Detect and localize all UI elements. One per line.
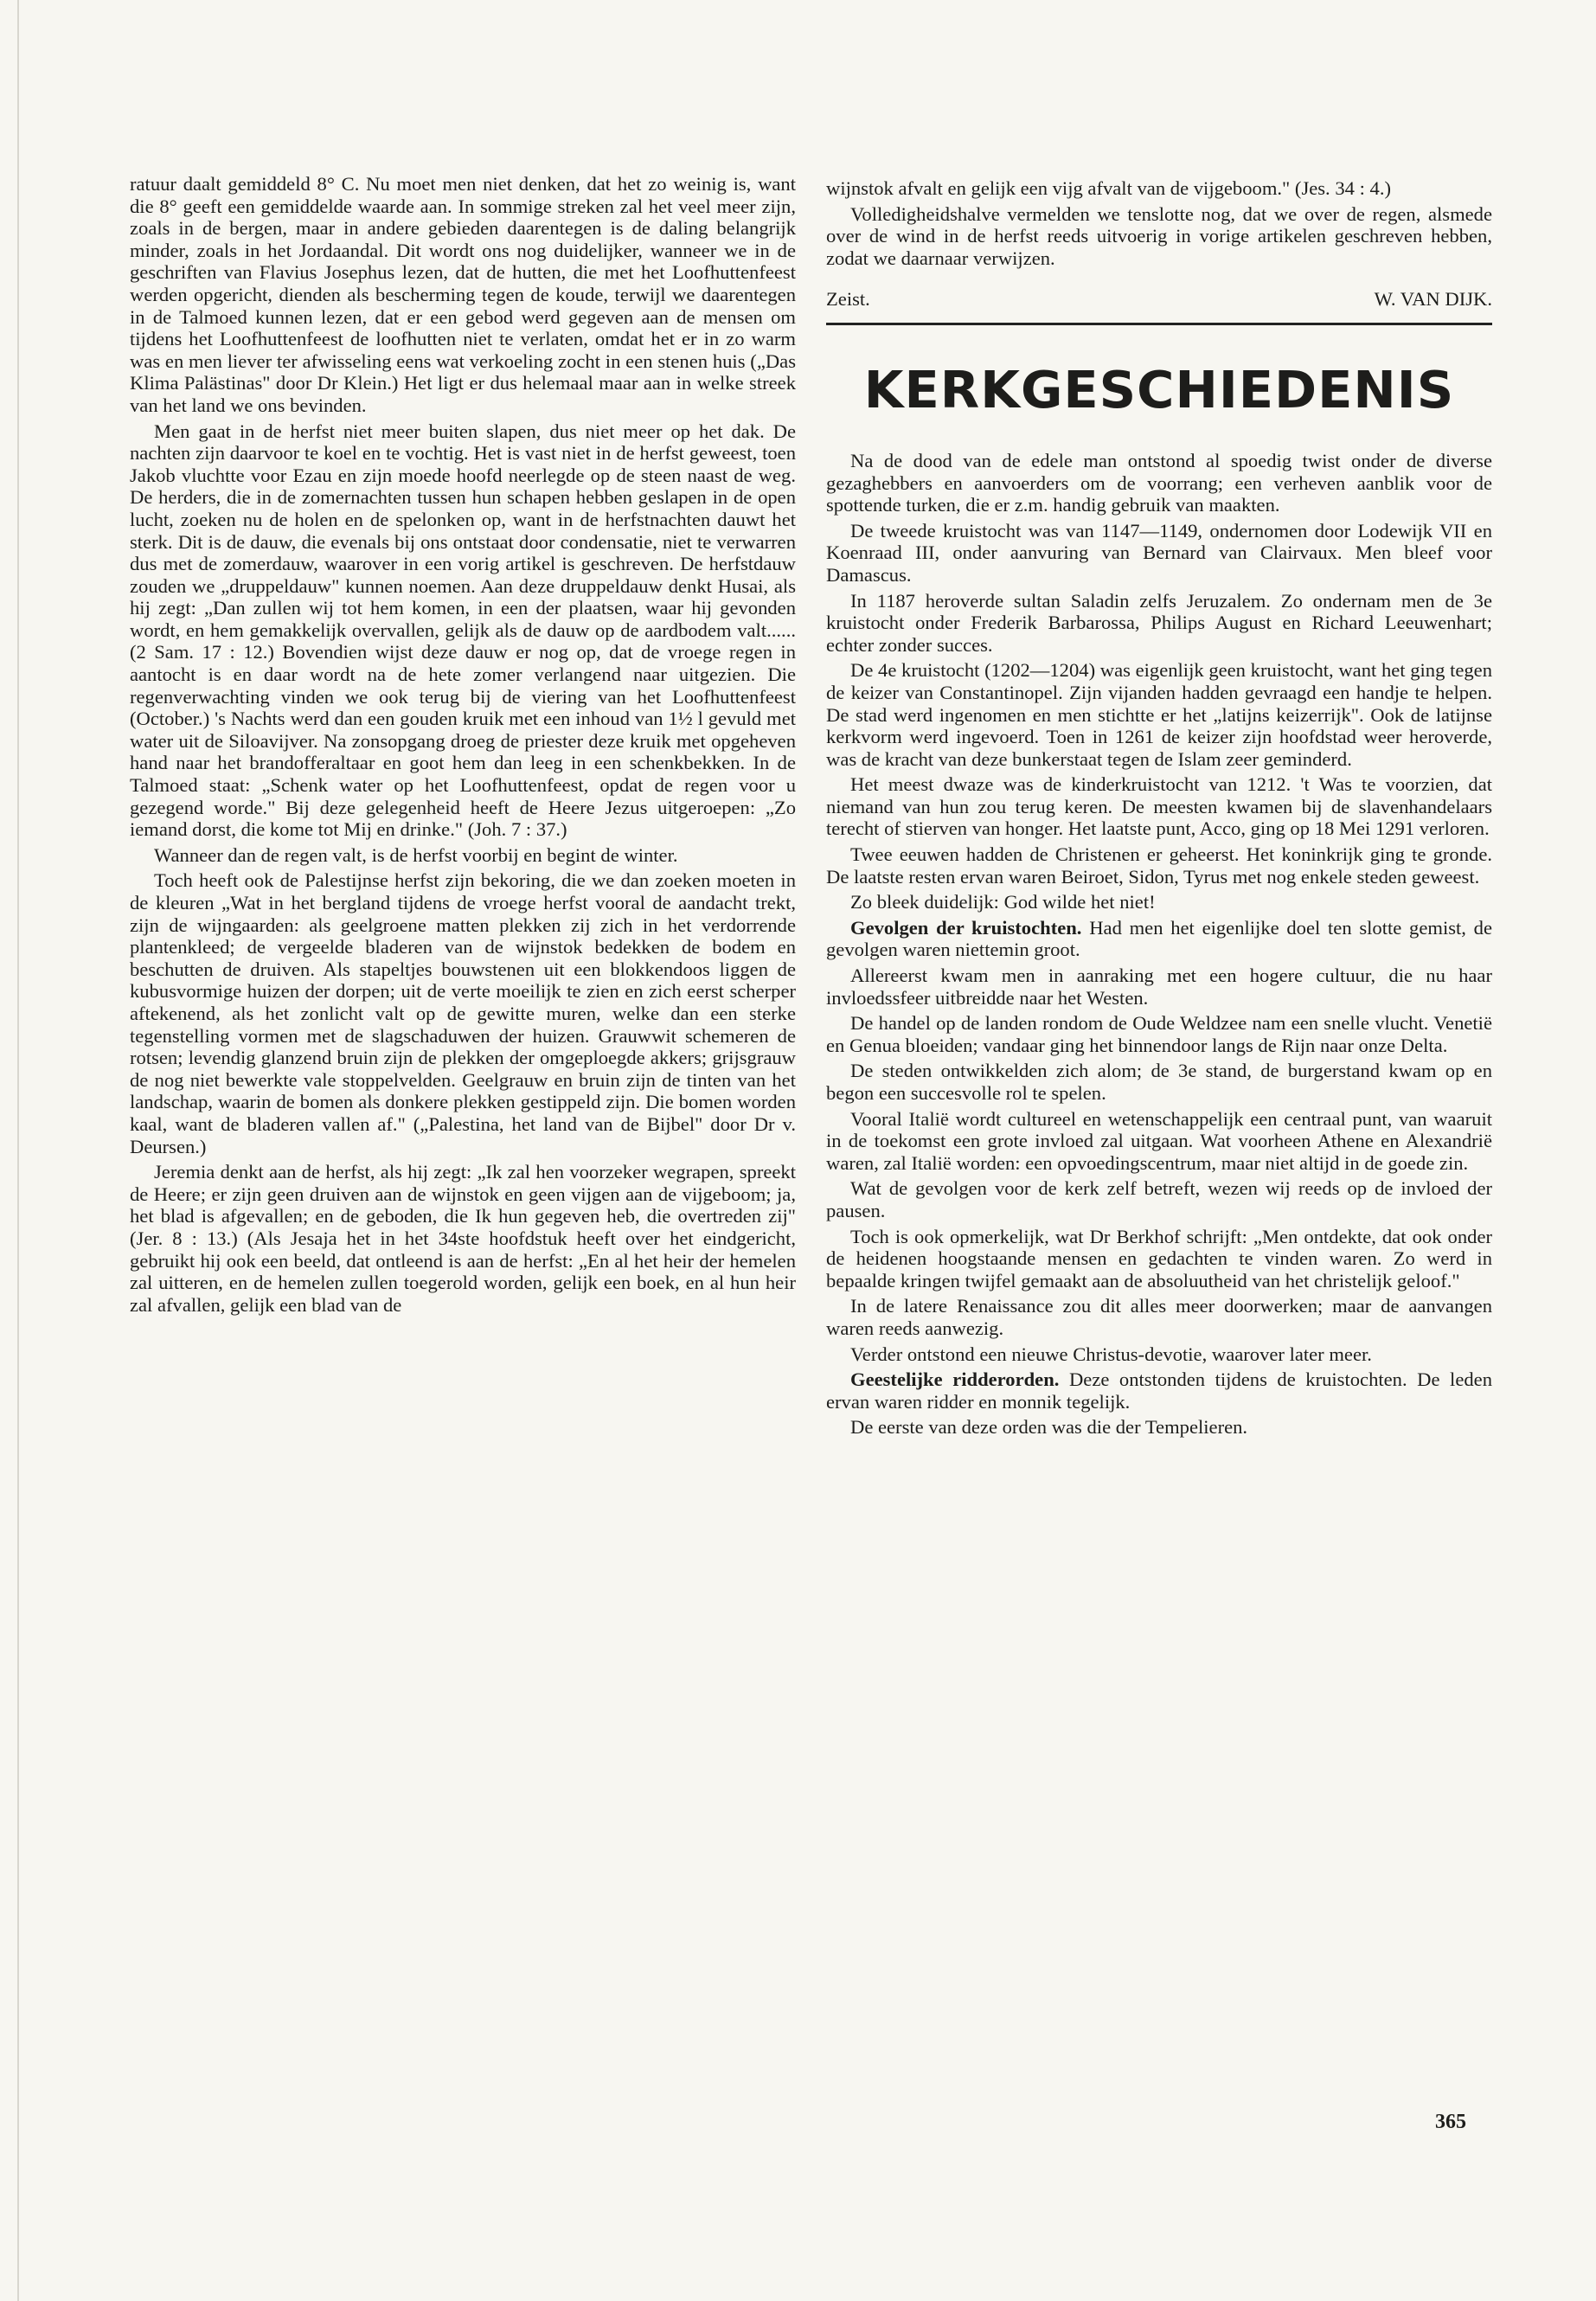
run-in-heading: Gevolgen der kruistochten.	[850, 916, 1082, 939]
paragraph	[826, 917, 1492, 961]
paragraph: Toch heeft ook de Palestijnse herfst zijn bekoring, die we dan zoeken moeten in de kleuren „Wat in het bergland tijdens de vroege herfst vooral de aandacht trekt, zijn de wijngaarden: als geelgroene matten plekken zij zich in het verdorrende plantenkleed; de vergeelde bladeren van de wijnstok bedekken de bodem en beschutten de druiven. Als stapeltjes bouwstenen uit een blokkendoos liggen de kubusvormige huizen der dorpen; uit de verte moeilijk te zien en zich eerst scherper aftekenend, als het zonlicht valt op de gewitte muren, welke dan een sterke tegenstelling vormen met de slagschaduwen der huizen. Grauwwit schemeren de rotsen; levendig glanzend bruin zijn de plekken der omgeploegde akkers; grijsgrauw de nog niet bewerkte vale stoppelvelden. Geelgrauw en bruin zijn de tinten van het landschap, waarin de bomen als donkere plekken gestippeld zijn. Die bomen worden kaal, want de bladeren vallen af." („Palestina, het land van de Bijbel" door Dr v. Deursen.)	[130, 869, 796, 1157]
paragraph: Verder ontstond een nieuwe Christus-devotie, waarover later meer.	[850, 1343, 1372, 1365]
paragraph: De tweede kruistocht was van 1147—1149, ondernomen door Lodewijk VII en Koenraad III, onder aanvuring van Bernard van Clairvaux. Men bleef voor Damascus.	[826, 519, 1492, 586]
section-heading: kerkgeschiedenis	[863, 339, 1455, 425]
paragraph: Volledigheidshalve vermelden we tenslotte nog, dat we over de regen, alsmede over de wind in de herfst reeds uitvoerig in vorige artikelen geschreven hebben, zodat we daarnaar verwijzen.	[826, 202, 1492, 269]
paragraph: Jeremia denkt aan de herfst, als hij zegt: „Ik zal hen voorzeker wegrapen, spreekt de Heere; er zijn geen druiven aan de wijnstok en geen vijgen aan de vijgeboom; ja, het blad is afgevallen; en de geboden, die Ik hun gegeven heb, die overtreden zij" (Jer. 8 : 13.) (Als Jesaja het in het 34ste hoofdstuk heeft over het eindgericht, gebruikt hij ook een beeld, dat ontleend is aan de herfst: „En al het heir der hemelen zal uitteren, en de hemelen zullen toegerold worden, gelijk een boek, en al hun heir zal afvallen, gelijk een blad van de	[130, 1161, 796, 1316]
paragraph: Na de dood van de edele man ontstond al spoedig twist onder de diverse gezaghebbers en aanvoerders om de voorrang; een verheven aanblik voor de spottende turken, die er z.m. handig gebruik van maakten.	[826, 449, 1492, 516]
paragraph: Het meest dwaze was de kinderkruistocht van 1212. 't Was te voorzien, dat niemand van hun zou terug keren. De meesten kwamen bij de slavenhandelaars terecht of stierven van honger. Het laatste punt, Acco, ging op 18 Mei 1291 verloren.	[826, 773, 1492, 840]
paragraph: De handel op de landen rondom de Oude Weldzee nam een snelle vlucht. Venetië en Genua bloeiden; vandaar ging het binnendoor langs de Rijn naar onze Delta.	[826, 1012, 1492, 1056]
paragraph: wijnstok afvalt en gelijk een vijg afvalt van de vijgeboom." (Jes. 34 : 4.)	[826, 177, 1391, 199]
section-divider	[826, 323, 1492, 325]
paragraph: De eerste van deze orden was die der Tempelieren.	[850, 1416, 1248, 1439]
page-number: 365	[1435, 2111, 1466, 2133]
paragraph: In de latere Renaissance zou dit alles meer doorwerken; maar de aanvangen waren reeds aanwezig.	[826, 1295, 1492, 1339]
place-name: Zeist.	[826, 288, 870, 311]
paragraph: Men gaat in de herfst niet meer buiten slapen, dus niet meer op het dak. De nachten zijn daarvoor te koel en te vochtig. Het is vast niet in de herfst geweest, toen Jakob vluchtte voor Ezau en zijn moede hoofd neerlegde op de steen naast de weg. De herders, die in de zomernachten tussen hun schapen hebben geslapen in de open lucht, zoeken nu de holen en de spelonken op, want in de herfstnachten dauwt het sterk. Dit is de dauw, die evenals bij ons ontstaat door condensatie, niet te verwarren dus met de zomerdauw, waarover in een vorig artikel is geschreven. De herfstdauw zouden we „druppeldauw" kunnen noemen. Aan deze druppeldauw denkt Husai, als hij zegt: „Dan zullen wij tot hem komen, in een der plaatsen, waar hij gevonden wordt, en hem gemakkelijk overvallen, gelijk als de dauw op de aardbodem valt...... (2 Sam. 17 : 12.) Bovendien wijst deze dauw er nog op, dat de vroege regen in aantocht is en daar wordt na de hete zomer verlangend naar uitgezien. Die regenverwachting vinden we ook terug bij de viering van het Loofhuttenfeest (October.) 's Nachts werd dan een gouden kruik met een inhoud van 1½ l gevuld met water uit de Siloavijver. Na zonsopgang droeg de priester deze kruik met opgeheven hand naar het brandofferaltaar en goot hem dan leeg in een schenkbekken. In de Talmoed staat: „Schenk water op het Loofhuttenfeest, opdat de regen voor u gezegend worde." Bij deze gelegenheid heeft de Heere Jezus uitgeroepen: „Zo iemand dorst, die kome tot Mij en drinke." (Joh. 7 : 37.)	[130, 420, 796, 841]
paragraph: Wat de gevolgen voor de kerk zelf betreft, wezen wij reeds op de invloed der pausen.	[826, 1177, 1492, 1221]
paragraph	[826, 1368, 1492, 1413]
paragraph: In 1187 heroverde sultan Saladin zelfs Jeruzalem. Zo ondernam men de 3e kruistocht onder Frederik Barbarossa, Philips August en Richard Leeuwenhart; echter zonder succes.	[826, 589, 1492, 656]
paragraph: De steden ontwikkelden zich alom; de 3e stand, de burgerstand kwam op en begon een succesvolle rol te spelen.	[826, 1060, 1492, 1104]
left-column	[130, 173, 796, 1319]
author-name: W. VAN DIJK.	[1374, 288, 1492, 311]
signature-line	[826, 288, 1492, 311]
paragraph: De 4e kruistocht (1202—1204) was eigenlijk geen kruistocht, want het ging tegen de keizer van Constantinopel. Zijn vijanden hadden gevraagd een handje te helpen. De stad werd ingenomen en men stichtte er het „latijns keizerrijk". Ook de latijnse kerkvorm werd ingevoerd. Toen in 1261 de keizer zijn hoofdstad weer heroverde, was de kracht van deze bunkerstaat tegen de Islam zeer geminderd.	[826, 659, 1492, 770]
scan-edge-line	[17, 0, 19, 2301]
paragraph: Allereerst kwam men in aanraking met een hogere cultuur, die nu haar invloedssfeer uitbreidde naar het Westen.	[826, 965, 1492, 1009]
paragraph: Vooral Italië wordt cultureel en wetenschappelijk een centraal punt, van waaruit in de toekomst een grote invloed zal uitgaan. Wat voorheen Athene en Alexandrië waren, zal Italië worden: een opvoedingscentrum, maar niet altijd in de goede zin.	[826, 1107, 1492, 1174]
paragraph: Toch is ook opmerkelijk, wat Dr Berkhof schrijft: „Men ontdekte, dat ook onder de heidenen hoogstaande mensen en gedachten te vinden waren. Zo werd in bepaalde kringen twijfel gemaakt aan de absoluutheid van het christelijk geloof."	[826, 1225, 1492, 1292]
paragraph: Zo bleek duidelijk: God wilde het niet!	[850, 891, 1156, 913]
run-in-heading: Geestelijke ridderorden.	[850, 1368, 1060, 1391]
paragraph: Twee eeuwen hadden de Christenen er geheerst. Het koninkrijk ging te gronde. De laatste resten ervan waren Beiroet, Sidon, Tyrus met nog enkele steden geweest.	[826, 843, 1492, 888]
paragraph-text: Had men het eigenlijke doel ten slotte gemist, de gevolgen waren niettemin groot.	[826, 916, 1492, 961]
paragraph-text: Deze ontstonden tijdens de kruistochten. De leden ervan waren ridder en monnik tegelijk.	[826, 1368, 1492, 1413]
paragraph: Wanneer dan de regen valt, is de herfst voorbij en begint de winter.	[154, 843, 678, 866]
right-column	[826, 177, 1492, 1442]
paragraph: ratuur daalt gemiddeld 8° C. Nu moet men niet denken, dat het zo weinig is, want die 8° geeft een gemiddelde waarde aan. In sommige streken zal het veel meer zijn, zoals in de bergen, maar in andere gebieden daarentegen is de daling belangrijk minder, zoals in het Jordaandal. Dit wordt ons nog duidelijker, wanneer we in de geschriften van Flavius Josephus lezen, dat de hutten, die met het Loofhuttenfeest werden opgericht, dienden als bescherming tegen de koude, terwijl we daarentegen in de Talmoed kunnen lezen, dat er een gebod werd gegeven aan de mensen om tijdens het Loofhuttenfeest de loofhutten niet te verlaten, omdat het er in zo warm was en men liever ter afwisseling eens wat verkoeling zocht in een stenen huis („Das Klima Palästinas" door Dr Klein.) Het ligt er dus helemaal maar aan in welke streek van het land we ons bevinden.	[130, 173, 796, 416]
